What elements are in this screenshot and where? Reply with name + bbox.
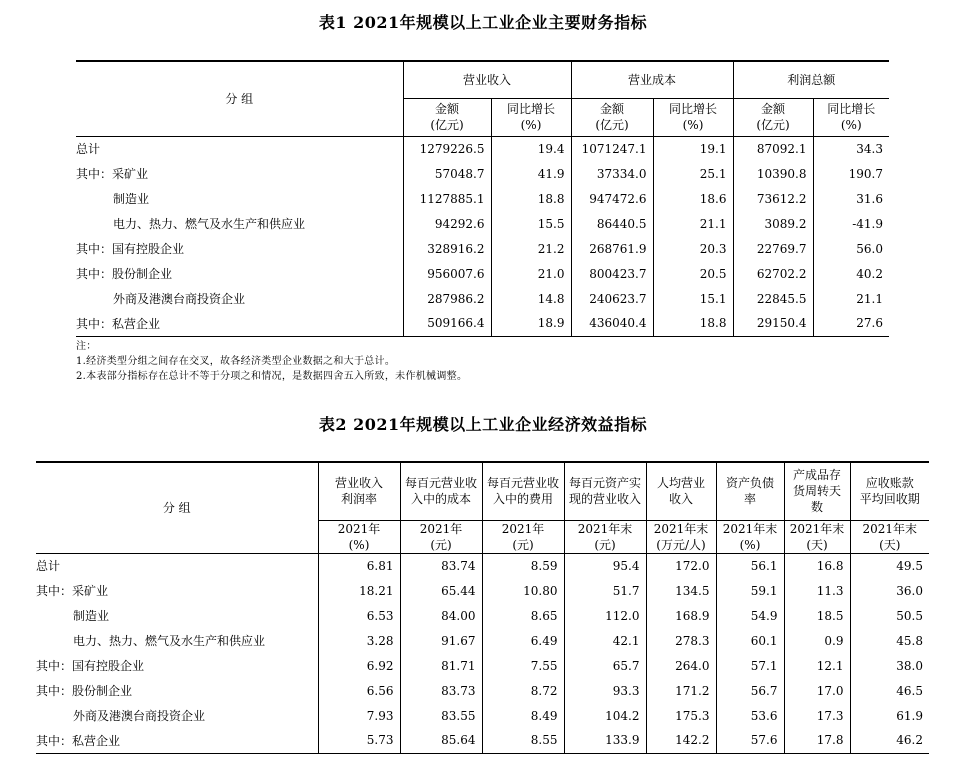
unit-header-line1: 2021年 <box>501 521 545 536</box>
cell-value: 8.59 <box>482 553 564 578</box>
indicator-header <box>318 462 400 520</box>
sub-header <box>653 98 733 136</box>
note-line: 2.本表部分指标存在总计不等于分项之和情况，是数据四舍五入所致，未作机械调整。 <box>76 371 468 382</box>
cell-value: 19.1 <box>653 136 733 161</box>
cell-value: 49.5 <box>850 553 929 578</box>
unit-header <box>850 520 929 553</box>
cell-value: 87092.1 <box>733 136 813 161</box>
efficiency-indicators-table <box>36 461 929 754</box>
cell-value: 1127885.1 <box>403 186 491 211</box>
cell-value: 59.1 <box>716 578 784 603</box>
financial-indicators-table <box>76 60 889 337</box>
sub-header-line2: (亿元) <box>595 118 629 132</box>
unit-header-line2: (元) <box>430 537 452 552</box>
unit-header <box>318 520 400 553</box>
table-row <box>36 578 929 603</box>
cell-value: 264.0 <box>646 653 716 678</box>
sub-header <box>403 98 491 136</box>
cell-value: 268761.9 <box>571 236 653 261</box>
unit-header-line1: 2021年末 <box>862 521 918 536</box>
cell-value: 240623.7 <box>571 286 653 311</box>
cell-value: 11.3 <box>784 578 850 603</box>
cell-value: 6.56 <box>318 678 400 703</box>
cell-value: 6.81 <box>318 553 400 578</box>
cell-value: -41.9 <box>813 211 889 236</box>
unit-header <box>482 520 564 553</box>
table2-title: 表2 2021年规模以上工业企业经济效益指标 <box>318 415 648 434</box>
cell-value: 45.8 <box>850 628 929 653</box>
cell-value: 278.3 <box>646 628 716 653</box>
cell-value: 20.3 <box>653 236 733 261</box>
cell-value: 18.6 <box>653 186 733 211</box>
cell-value: 3.28 <box>318 628 400 653</box>
cell-value: 91.67 <box>400 628 482 653</box>
unit-header <box>564 520 646 553</box>
table-row <box>36 603 929 628</box>
sub-header-line1: 同比增长 <box>827 102 876 116</box>
unit-header <box>784 520 850 553</box>
row-label: 其中：私营企业 <box>36 733 121 748</box>
sub-header-line1: 同比增长 <box>506 102 555 116</box>
indicator-header <box>850 462 929 520</box>
table-row <box>36 678 929 703</box>
cell-value: 95.4 <box>564 553 646 578</box>
cell-value: 46.5 <box>850 678 929 703</box>
row-label: 外商及港澳台商投资企业 <box>113 292 246 306</box>
unit-header-line2: (元) <box>512 537 534 552</box>
sub-header <box>491 98 571 136</box>
cell-value: 175.3 <box>646 703 716 728</box>
unit-header-line2: (天) <box>879 537 901 552</box>
row-label: 电力、热力、燃气及水生产和供应业 <box>113 217 306 231</box>
row-label: 其中：股份制企业 <box>36 684 133 698</box>
indicator-header-line: 率 <box>743 492 756 507</box>
cell-value: 8.65 <box>482 603 564 628</box>
indicator-header-line: 收入 <box>668 492 693 507</box>
cell-value: 53.6 <box>716 703 784 728</box>
cell-value: 61.9 <box>850 703 929 728</box>
indicator-header-line: 入中的费用 <box>492 492 553 507</box>
sub-header <box>733 98 813 136</box>
cell-value: 17.8 <box>784 728 850 753</box>
table-row <box>36 703 929 728</box>
indicator-header-line: 入中的成本 <box>410 492 471 507</box>
cell-value: 81.71 <box>400 653 482 678</box>
row-label: 总计 <box>76 142 101 157</box>
table-row <box>76 261 889 286</box>
sub-header-line2: (%) <box>520 118 542 132</box>
cell-value: 18.8 <box>491 186 571 211</box>
cell-value: 436040.4 <box>571 311 653 336</box>
unit-header-line1: 2021年 <box>337 521 381 536</box>
table-row <box>76 311 889 336</box>
cell-value: 7.55 <box>482 653 564 678</box>
cell-value: 51.7 <box>564 578 646 603</box>
table-row <box>76 236 889 261</box>
indicator-header-line: 现的营业收入 <box>568 492 641 507</box>
cell-value: 18.8 <box>653 311 733 336</box>
indicator-header-line: 应收账款 <box>865 476 914 491</box>
unit-header <box>646 520 716 553</box>
table-row <box>36 653 929 678</box>
row-label: 其中：国有控股企业 <box>36 659 145 673</box>
indicator-header-line: 产成品存 <box>792 468 841 483</box>
cell-value: 62702.2 <box>733 261 813 286</box>
cell-value: 104.2 <box>564 703 646 728</box>
row-label: 总计 <box>36 559 61 574</box>
unit-header <box>716 520 784 553</box>
indicator-header-line: 数 <box>810 500 823 515</box>
sub-header-line2: (%) <box>682 118 704 132</box>
sub-header-line2: (亿元) <box>756 118 790 132</box>
cell-value: 1071247.1 <box>571 136 653 161</box>
cell-value: 10.80 <box>482 578 564 603</box>
cell-value: 38.0 <box>850 653 929 678</box>
cell-value: 5.73 <box>318 728 400 753</box>
cell-value: 168.9 <box>646 603 716 628</box>
cell-value: 22845.5 <box>733 286 813 311</box>
indicator-header <box>482 462 564 520</box>
cell-value: 41.9 <box>491 161 571 186</box>
sub-header-line2: (%) <box>840 118 862 132</box>
cell-value: 37334.0 <box>571 161 653 186</box>
unit-header-line1: 2021年末 <box>789 521 845 536</box>
sub-header <box>813 98 889 136</box>
cell-value: 21.2 <box>491 236 571 261</box>
unit-header-line2: (%) <box>348 537 370 552</box>
cell-value: 16.8 <box>784 553 850 578</box>
cell-value: 133.9 <box>564 728 646 753</box>
cell-value: 42.1 <box>564 628 646 653</box>
cell-value: 18.5 <box>784 603 850 628</box>
cell-value: 509166.4 <box>403 311 491 336</box>
cell-value: 8.49 <box>482 703 564 728</box>
cell-value: 93.3 <box>564 678 646 703</box>
cell-value: 18.9 <box>491 311 571 336</box>
cell-value: 18.21 <box>318 578 400 603</box>
cell-value: 25.1 <box>653 161 733 186</box>
unit-header-line2: (天) <box>806 537 828 552</box>
unit-header-line2: (元) <box>594 537 616 552</box>
cell-value: 15.5 <box>491 211 571 236</box>
note-line: 1.经济类型分组之间存在交叉，故各经济类型企业数据之和大于总计。 <box>76 356 396 367</box>
cell-value: 12.1 <box>784 653 850 678</box>
unit-header <box>400 520 482 553</box>
indicator-header-line: 平均回收期 <box>859 492 920 507</box>
sub-header <box>571 98 653 136</box>
unit-header-line2: (万元/人) <box>656 537 706 552</box>
indicator-header-line: 每百元营业收 <box>404 476 477 491</box>
sub-header-line1: 金额 <box>760 102 785 116</box>
cell-value: 27.6 <box>813 311 889 336</box>
unit-header-line1: 2021年 <box>419 521 463 536</box>
table1-title: 表1 2021年规模以上工业企业主要财务指标 <box>318 13 648 32</box>
indicator-header <box>564 462 646 520</box>
cell-value: 6.49 <box>482 628 564 653</box>
row-label: 其中：私营企业 <box>76 316 161 331</box>
cell-value: 94292.6 <box>403 211 491 236</box>
cell-value: 1279226.5 <box>403 136 491 161</box>
table-row <box>76 286 889 311</box>
cell-value: 46.2 <box>850 728 929 753</box>
cell-value: 134.5 <box>646 578 716 603</box>
unit-header-line1: 2021年末 <box>653 521 709 536</box>
cell-value: 83.73 <box>400 678 482 703</box>
cell-value: 36.0 <box>850 578 929 603</box>
row-label: 其中：国有控股企业 <box>76 242 185 256</box>
row-label: 制造业 <box>73 609 110 623</box>
cell-value: 56.0 <box>813 236 889 261</box>
cell-value: 57.6 <box>716 728 784 753</box>
cell-value: 65.44 <box>400 578 482 603</box>
cell-value: 29150.4 <box>733 311 813 336</box>
col-group-cost: 营业成本 <box>571 61 733 98</box>
cell-value: 8.72 <box>482 678 564 703</box>
cell-value: 54.9 <box>716 603 784 628</box>
cell-value: 21.0 <box>491 261 571 286</box>
cell-value: 21.1 <box>653 211 733 236</box>
cell-value: 34.3 <box>813 136 889 161</box>
row-label: 其中：股份制企业 <box>76 267 173 281</box>
cell-value: 10390.8 <box>733 161 813 186</box>
indicator-header-line: 营业收入 <box>334 476 383 491</box>
indicator-header-line: 每百元营业收 <box>486 476 559 491</box>
sub-header-line1: 同比增长 <box>668 102 717 116</box>
cell-value: 57048.7 <box>403 161 491 186</box>
row-label: 制造业 <box>113 192 150 206</box>
table-row <box>36 728 929 753</box>
cell-value: 0.9 <box>784 628 850 653</box>
indicator-header-line: 资产负债 <box>725 476 774 491</box>
row-label: 外商及港澳台商投资企业 <box>73 709 206 723</box>
cell-value: 15.1 <box>653 286 733 311</box>
cell-value: 171.2 <box>646 678 716 703</box>
cell-value: 17.0 <box>784 678 850 703</box>
group-header: 分 组 <box>36 462 318 553</box>
table-row <box>36 553 929 578</box>
cell-value: 65.7 <box>564 653 646 678</box>
indicator-header-line: 利润率 <box>340 492 377 507</box>
row-label: 其中：采矿业 <box>36 584 109 598</box>
cell-value: 956007.6 <box>403 261 491 286</box>
row-label: 电力、热力、燃气及水生产和供应业 <box>73 634 266 648</box>
cell-value: 800423.7 <box>571 261 653 286</box>
cell-value: 57.1 <box>716 653 784 678</box>
cell-value: 31.6 <box>813 186 889 211</box>
sub-header-line2: (亿元) <box>430 118 464 132</box>
cell-value: 56.1 <box>716 553 784 578</box>
cell-value: 20.5 <box>653 261 733 286</box>
unit-header-line1: 2021年末 <box>722 521 778 536</box>
indicator-header <box>716 462 784 520</box>
cell-value: 85.64 <box>400 728 482 753</box>
table1-notes <box>76 339 467 384</box>
unit-header-line1: 2021年末 <box>577 521 633 536</box>
table-row <box>76 161 889 186</box>
cell-value: 21.1 <box>813 286 889 311</box>
cell-value: 83.74 <box>400 553 482 578</box>
indicator-header-line: 人均营业 <box>656 476 705 491</box>
sub-header-line1: 金额 <box>434 102 459 116</box>
cell-value: 947472.6 <box>571 186 653 211</box>
cell-value: 19.4 <box>491 136 571 161</box>
cell-value: 84.00 <box>400 603 482 628</box>
indicator-header <box>400 462 482 520</box>
cell-value: 40.2 <box>813 261 889 286</box>
table-row <box>76 186 889 211</box>
indicator-header <box>784 462 850 520</box>
cell-value: 3089.2 <box>733 211 813 236</box>
cell-value: 83.55 <box>400 703 482 728</box>
cell-value: 86440.5 <box>571 211 653 236</box>
table-row <box>36 628 929 653</box>
sub-header-line1: 金额 <box>599 102 624 116</box>
cell-value: 73612.2 <box>733 186 813 211</box>
row-label: 其中：采矿业 <box>76 167 149 181</box>
group-header: 分 组 <box>76 61 403 136</box>
cell-value: 7.93 <box>318 703 400 728</box>
cell-value: 6.92 <box>318 653 400 678</box>
indicator-header-line: 货周转天 <box>792 484 841 499</box>
cell-value: 172.0 <box>646 553 716 578</box>
cell-value: 112.0 <box>564 603 646 628</box>
cell-value: 328916.2 <box>403 236 491 261</box>
cell-value: 142.2 <box>646 728 716 753</box>
cell-value: 14.8 <box>491 286 571 311</box>
cell-value: 190.7 <box>813 161 889 186</box>
indicator-header <box>646 462 716 520</box>
cell-value: 22769.7 <box>733 236 813 261</box>
col-group-profit: 利润总额 <box>733 61 889 98</box>
table-row <box>76 136 889 161</box>
col-group-revenue: 营业收入 <box>403 61 571 98</box>
indicator-header-line: 每百元资产实 <box>568 476 641 491</box>
unit-header-line2: (%) <box>739 537 761 552</box>
cell-value: 17.3 <box>784 703 850 728</box>
cell-value: 60.1 <box>716 628 784 653</box>
cell-value: 8.55 <box>482 728 564 753</box>
cell-value: 56.7 <box>716 678 784 703</box>
cell-value: 50.5 <box>850 603 929 628</box>
cell-value: 6.53 <box>318 603 400 628</box>
note-line: 注： <box>76 341 97 352</box>
cell-value: 287986.2 <box>403 286 491 311</box>
table-row <box>76 211 889 236</box>
